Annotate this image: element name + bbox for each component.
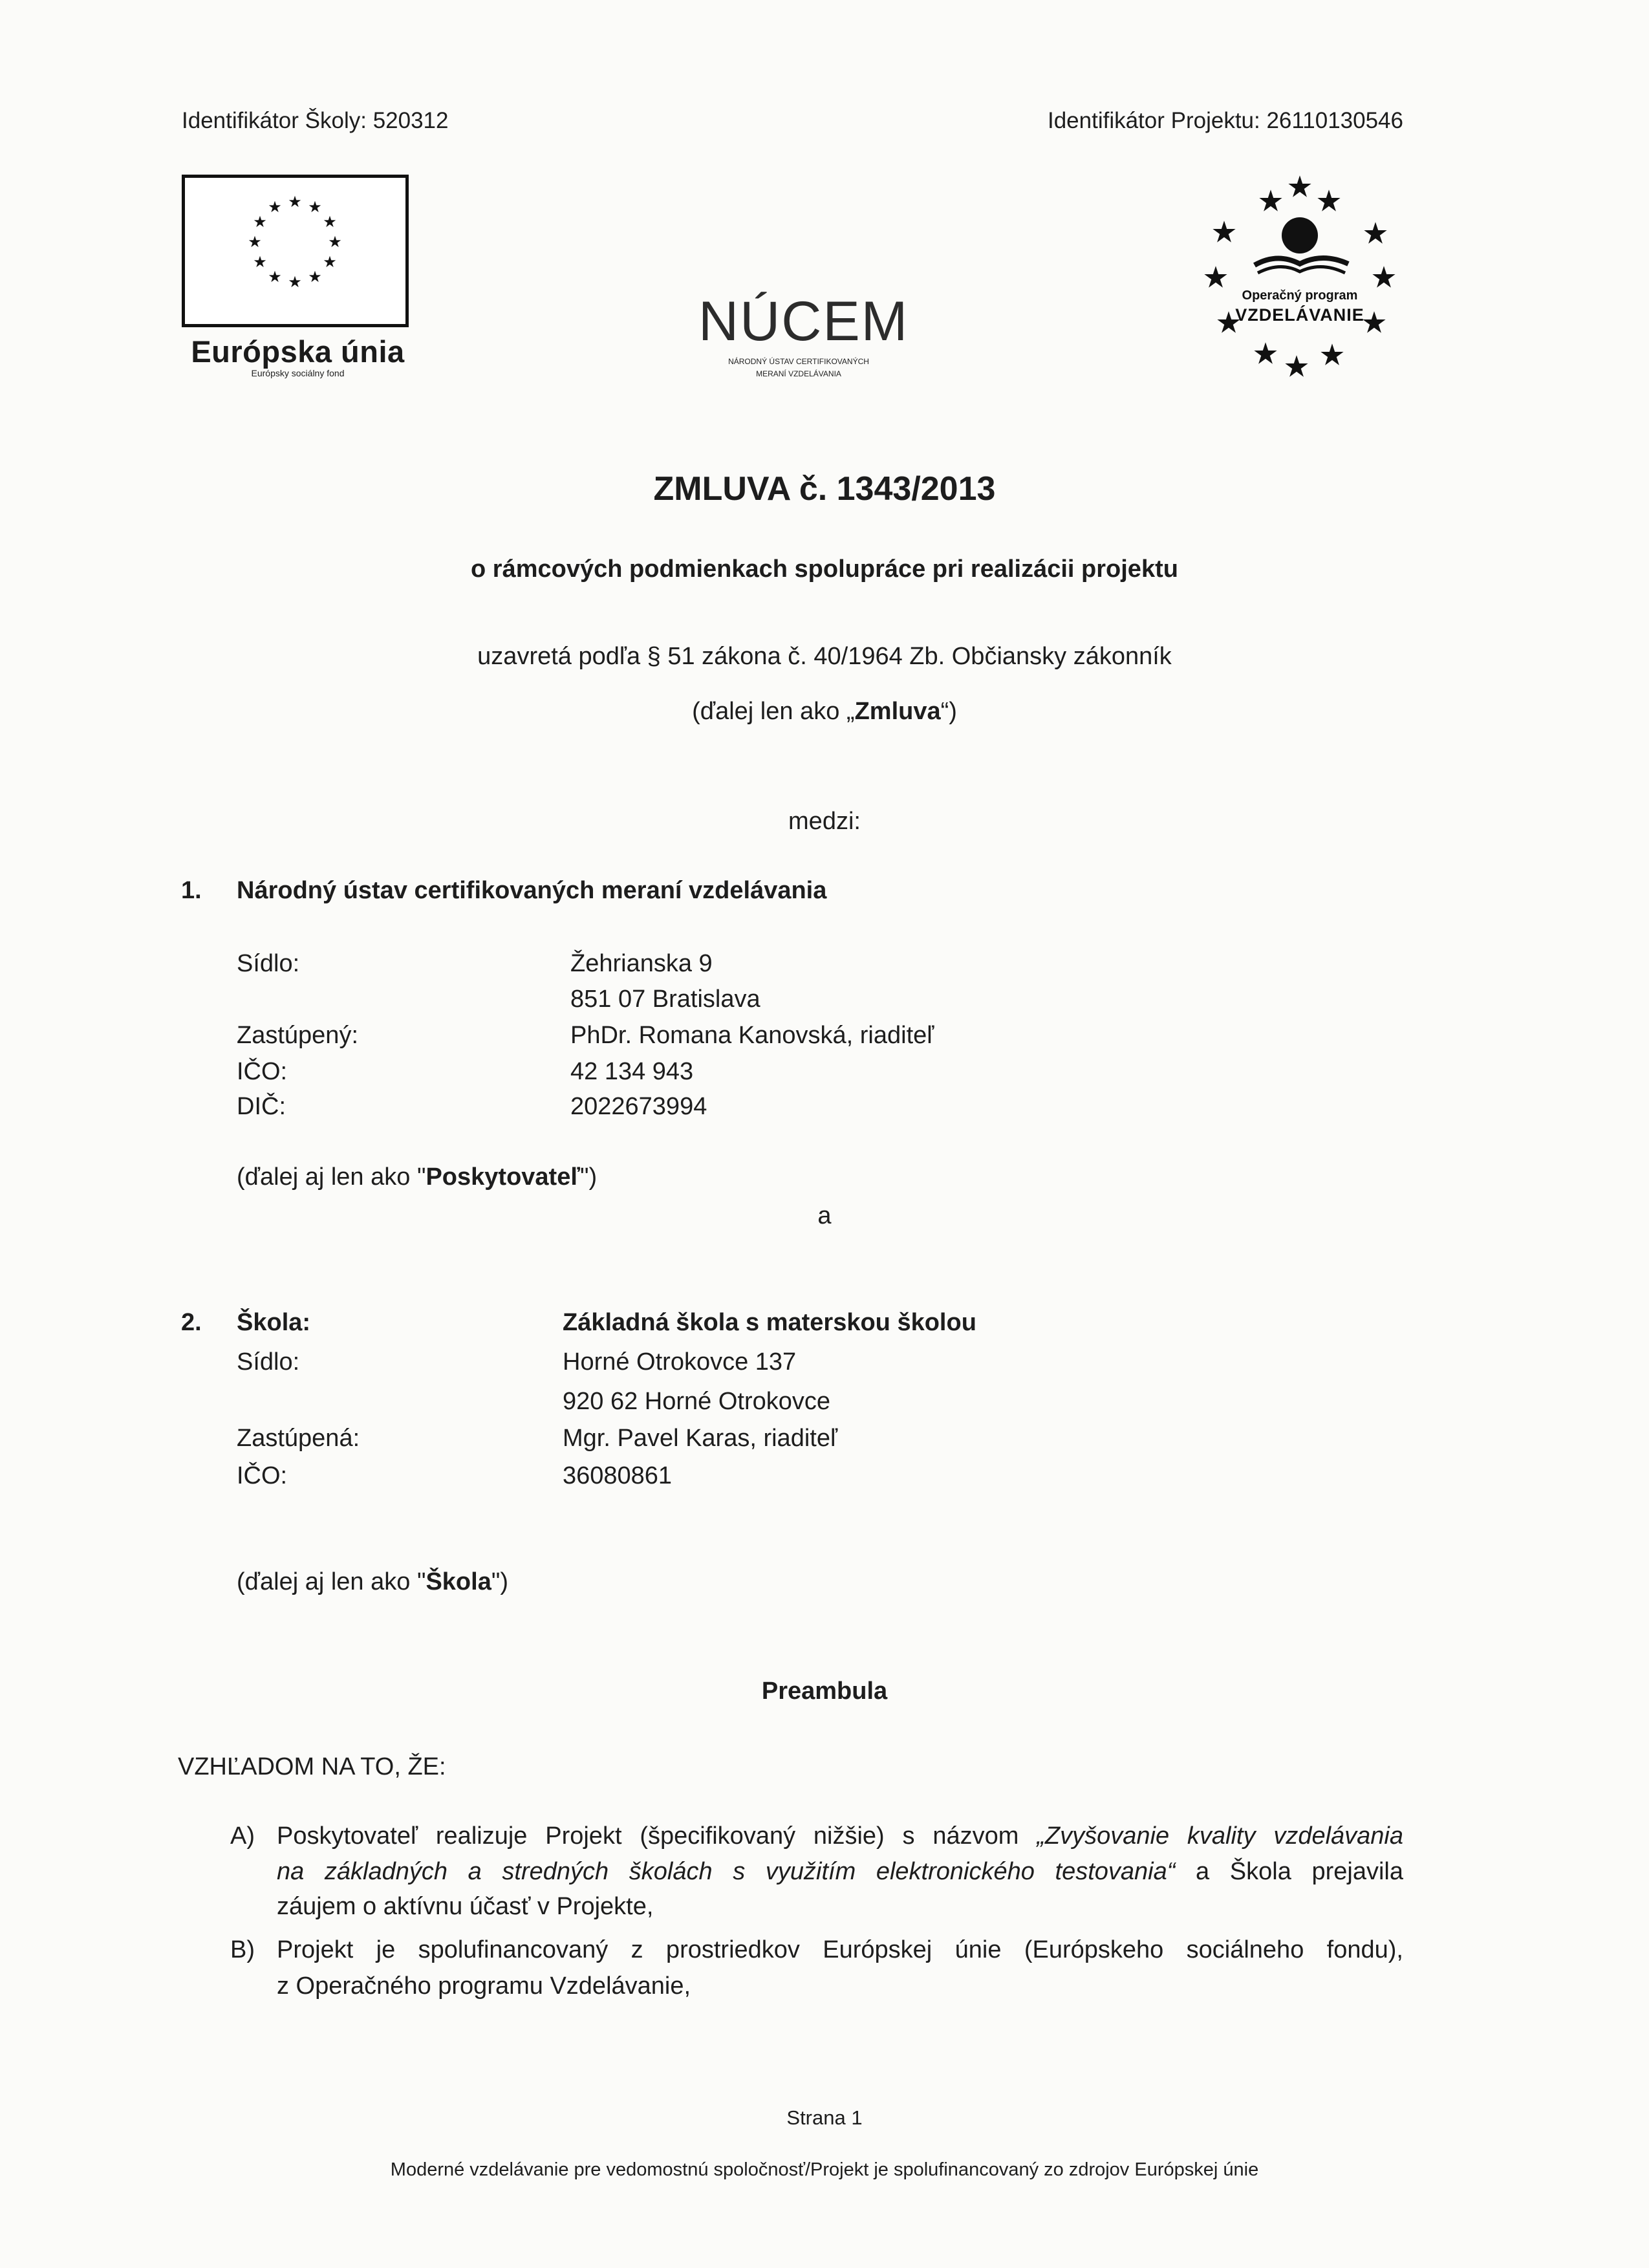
party1-number: 1. [181,877,202,904]
svg-text:★: ★ [288,193,302,211]
party2-seat-label: Sídlo: [237,1348,300,1376]
svg-text:★: ★ [328,233,342,251]
party2-seat-city: 920 62 Horné Otrokovce [563,1388,831,1415]
party2-ico-value: 36080861 [563,1462,673,1489]
eu-stars-icon [185,178,405,324]
svg-text:★: ★ [323,253,337,271]
party1-seat-city: 851 07 Bratislava [570,986,760,1013]
nucem-logo-line2: MERANÍ VZDELÁVANIA [756,369,841,378]
party2-alias: (ďalej aj len ako "Škola") [237,1568,508,1595]
svg-text:★: ★ [248,233,262,251]
party2-number: 2. [181,1309,202,1336]
svg-text:★: ★ [1215,305,1242,340]
op-head-icon [1282,217,1318,254]
op-logo-line1: Operačný program [1242,288,1358,303]
op-vzdelavanie-logo [1193,169,1406,383]
party1-name: Národný ústav certifikovaných meraní vzdelávania [237,877,827,904]
party1-seat-label: Sídlo: [237,950,300,977]
party1-dic-label: DIČ: [237,1093,286,1120]
eu-flag-logo [182,175,409,327]
svg-text:★: ★ [308,268,322,286]
contract-title: ZMLUVA č. 1343/2013 [653,470,996,508]
nucem-logo-line1: NÁRODNÝ ÚSTAV CERTIFIKOVANÝCH [728,357,869,366]
eu-logo-subtitle: Európsky sociálny fond [251,368,345,378]
party1-representative-value: PhDr. Romana Kanovská, riaditeľ [570,1022,934,1049]
party2-name: Základná škola s materskou školou [563,1309,976,1336]
op-logo-line2: VZDELÁVANIE [1235,305,1364,325]
project-identifier: Identifikátor Projektu: 26110130546 [1047,108,1403,133]
party2-ico-label: IČO: [237,1462,288,1489]
party1-representative-label: Zastúpený: [237,1022,358,1049]
preamble-item-b-line2: z Operačného programu Vzdelávanie, [277,1972,691,2000]
party2-label: Škola: [237,1309,311,1336]
party2-representative-value: Mgr. Pavel Karas, riaditeľ [563,1425,838,1452]
nucem-logo: NÚCEM [698,290,909,352]
contract-subtitle: o rámcových podmienkach spolupráce pri realizácii projektu [471,556,1178,583]
svg-text:★: ★ [253,253,267,271]
svg-text:★: ★ [288,273,302,291]
party1-ico-label: IČO: [237,1058,288,1085]
preamble-item-a-letter: A) [230,1822,255,1850]
svg-text:★: ★ [1315,183,1342,219]
svg-text:★: ★ [1362,215,1389,251]
svg-text:★: ★ [1202,259,1229,295]
party1-seat-value: Žehrianska 9 [570,950,713,977]
svg-text:★: ★ [253,213,267,231]
party1-dic-value: 2022673994 [570,1093,707,1120]
svg-text:★: ★ [1252,336,1279,371]
svg-text:★: ★ [1370,259,1397,295]
preamble-item-b-line1: Projekt je spolufinancovaný z prostriedkov Európskej únie (Európskeho sociálneho fondu), [277,1936,1403,1963]
svg-text:★: ★ [268,268,282,286]
preamble-item-a-line3: záujem o aktívnu účasť v Projekte, [277,1893,654,1920]
party2-seat-value: Horné Otrokovce 137 [563,1348,797,1376]
svg-text:★: ★ [268,198,282,216]
preamble-heading: Preambula [761,1678,888,1705]
svg-text:★: ★ [1257,183,1284,219]
preamble-intro: VZHĽADOM NA TO, ŽE: [178,1753,446,1780]
preamble-item-a-line1: Poskytovateľ realizuje Projekt (špecifikovaný nižšie) s názvom „Zvyšovanie kvality vzdelávania [277,1822,1404,1850]
svg-text:★: ★ [1361,305,1388,340]
svg-text:★: ★ [308,198,322,216]
between-label: medzi: [788,808,861,835]
svg-text:★: ★ [1319,337,1346,373]
book-icon [1255,258,1348,265]
footer-note: Moderné vzdelávanie pre vedomostnú spoločnosť/Projekt je spolufinancovaný zo zdrojov Európskej únie [390,2159,1259,2180]
page-number: Strana 1 [786,2106,863,2129]
party1-ico-value: 42 134 943 [570,1058,694,1085]
party1-alias: (ďalej aj len ako "Poskytovateľ") [237,1163,598,1191]
svg-text:★: ★ [1283,349,1310,383]
svg-text:★: ★ [323,213,337,231]
preamble-item-a-line2: na základných a stredných školách s využitím elektronického testovania“ a Škola prejavila [277,1858,1403,1885]
preamble-item-b-letter: B) [230,1936,255,1963]
party2-representative-label: Zastúpená: [237,1425,360,1452]
eu-logo-title: Európska únia [191,334,405,369]
svg-text:★: ★ [1211,214,1238,250]
school-identifier: Identifikátor Školy: 520312 [182,108,449,133]
conjunction: a [817,1202,832,1229]
legal-basis: uzavretá podľa § 51 zákona č. 40/1964 Zb. Občiansky zákonník [477,643,1172,670]
svg-text:★: ★ [1286,169,1313,204]
contract-alias: (ďalej len ako „Zmluva“) [692,698,957,725]
